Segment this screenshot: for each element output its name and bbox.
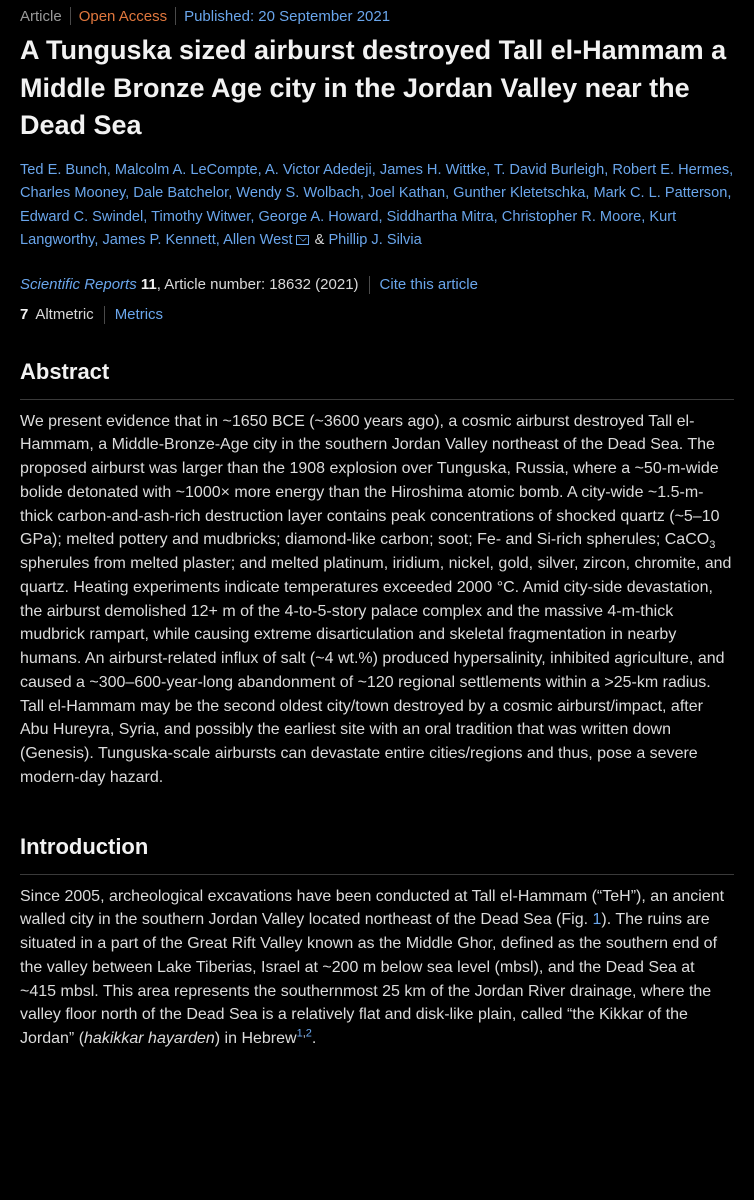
- published-date: Published: 20 September 2021: [184, 7, 391, 25]
- cite-article-link[interactable]: Cite this article: [379, 276, 478, 293]
- reference-2-link[interactable]: 2: [305, 1027, 312, 1040]
- journal-name[interactable]: Scientific Reports: [20, 276, 137, 293]
- intro-hebrew-term: hakikkar hayarden: [84, 1030, 215, 1047]
- intro-part-4: .: [311, 1030, 317, 1047]
- reference-separator: ,: [302, 1027, 306, 1040]
- intro-part-1: Since 2005, archeological excavations have been conducted at Tall el-Hammam (“TeH”), an ancient walled city in the southern Jordan Valley located northeast of the Dead Sea (Fig.: [20, 887, 725, 929]
- email-icon[interactable]: [296, 235, 309, 245]
- journal-volume: 11: [140, 276, 157, 293]
- article-type: Article: [20, 7, 62, 25]
- journal-info: [20, 275, 734, 295]
- abstract-text: [20, 410, 734, 790]
- journal-divider: [369, 276, 370, 294]
- abstract-divider: [20, 399, 734, 400]
- intro-part-2: ). The ruins are situated in a part of the Great Rift Valley known as the Middle Ghor, defined as the southern end of the valley between Lake Tiberias, Israel at ~200 m below sea level (mbsl), and the Dead Sea at ~415 mbsl. This area represents the southernmost 25 km of the Jordan River drainage, where the valley floor north of the Dead Sea is a relatively flat and disk-like plain, called “the Kikkar of the Jordan” (: [20, 911, 718, 1047]
- introduction-divider: [20, 874, 734, 875]
- open-access-badge: Open Access: [78, 7, 168, 25]
- altmetric-divider: [104, 306, 105, 324]
- metrics-link[interactable]: Metrics: [114, 306, 164, 323]
- article-meta: [20, 0, 734, 32]
- author-last[interactable]: Phillip J. Silvia: [328, 232, 422, 248]
- authors-link-list[interactable]: Ted E. Bunch, Malcolm A. LeCompte, A. Victor Adedeji, James H. Wittke, T. David Burleigh, Robert E. Hermes, Charles Mooney, Dale Batchelor, Wendy S. Wolbach, Joel Kathan, Gunther Kletetschka, Mark C. L. Patterson, Edward C. Swindel, Timothy Witwer, George A. Howard, Siddhartha Mitra, Christopher R. Moore, Kurt Langworthy, James P. Kennett, Allen West: [20, 161, 734, 248]
- meta-divider: [70, 7, 71, 25]
- altmetric-label: Altmetric: [35, 306, 94, 323]
- article-title: A Tunguska sized airburst destroyed Tall el-Hammam a Middle Bronze Age city in the Jordan Valley near the Dead Sea: [20, 35, 727, 140]
- introduction-text: [20, 885, 734, 1051]
- meta-divider: [175, 7, 176, 25]
- abstract-part-1: We present evidence that in ~1650 BCE (~3600 years ago), a cosmic airburst destroyed Tall el-Hammam, a Middle-Bronze-Age city in the southern Jordan Valley northeast of the Dead Sea. The proposed airburst was larger than the 1908 explosion over Tunguska, Russia, where a ~50-m-wide bolide detonated with ~1000× more energy than the Hiroshima atomic bomb. A city-wide ~1.5-m-thick carbon-and-ash-rich destruction layer contains peak concentrations of shocked quartz (~5–10 GPa); melted pottery and mudbricks; diamond-like carbon; soot; Fe- and Si-rich spherules; CaCO: [20, 412, 720, 549]
- figure-1-link[interactable]: 1: [592, 911, 602, 929]
- reference-1-link[interactable]: 1: [296, 1027, 303, 1040]
- article-number: , Article number: 18632 (2021): [156, 276, 359, 293]
- altmetric-score: 7: [20, 306, 29, 323]
- introduction-heading: Introduction: [20, 833, 149, 859]
- intro-part-3: ) in Hebrew: [214, 1030, 297, 1047]
- altmetric-info: [20, 305, 734, 325]
- abstract-subscript: 3: [709, 539, 716, 552]
- abstract-heading: Abstract: [20, 358, 110, 384]
- author-list: [20, 159, 734, 253]
- authors-ampersand: &: [314, 232, 325, 248]
- abstract-part-2: spherules from melted plaster; and melted platinum, iridium, nickel, gold, silver, zircon, chromite, and quartz. Heating experiments indicate temperatures exceeded 2000 °C. Amid city-side devastation, the airburst demolished 12+ m of the 4-to-5-story palace complex and the massive 4-m-thick mudbrick rampart, while causing extreme disarticulation and skeletal fragmentation in nearby humans. An airburst-related influx of salt (~4 wt.%) produced hypersalinity, inhibited agriculture, and caused a ~300–600-year-long abandonment of ~120 regional settlements within a >25-km radius. Tall el-Hammam may be the second oldest city/town destroyed by a cosmic airburst/impact, after Abu Hureyra, Syria, and possibly the earliest site with an oral tradition that was written down (Genesis). Tunguska-scale airbursts can devastate entire cities/regions and thus, pose a severe modern-day hazard.: [20, 555, 732, 786]
